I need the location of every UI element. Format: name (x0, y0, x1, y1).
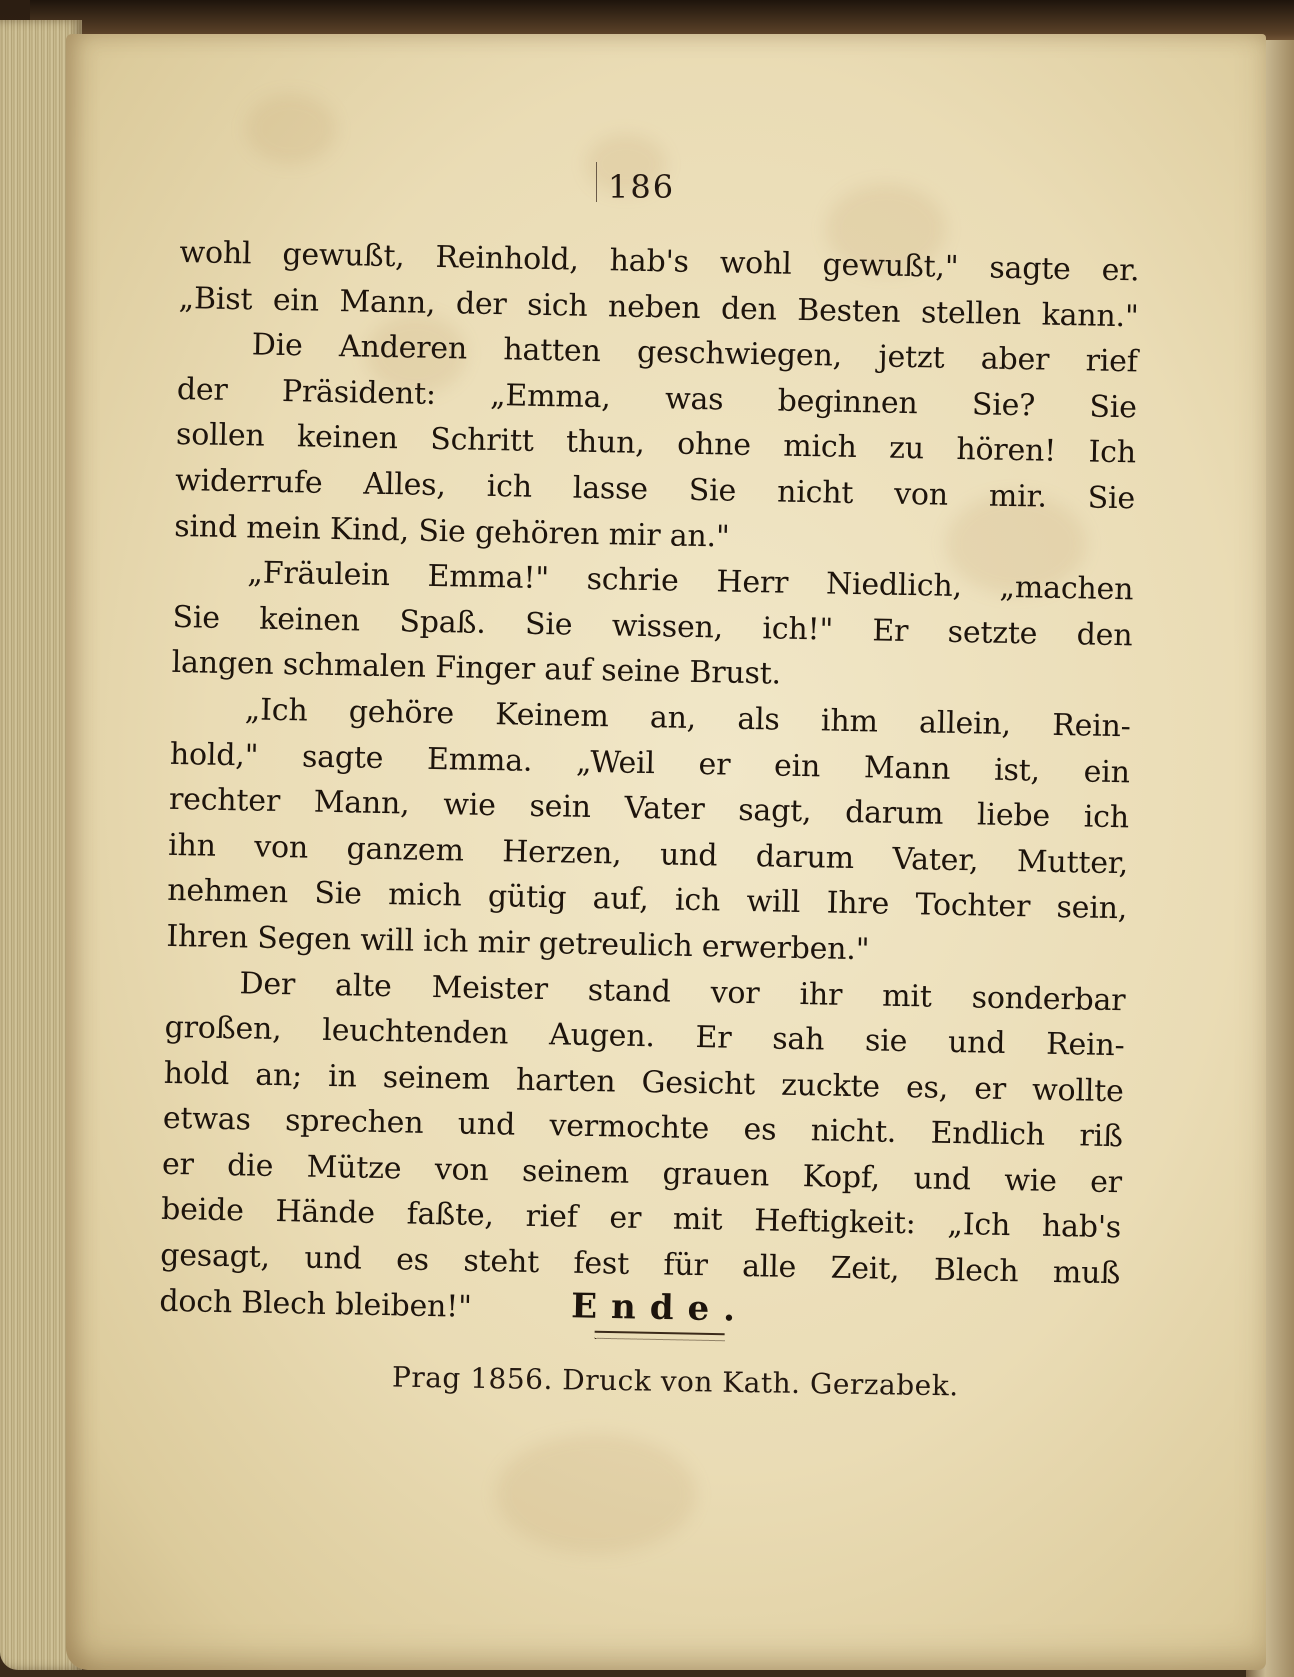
text-line: beide Hände faßte, rief er mit Heftigkeit: „Ich hab's (160, 1192, 1122, 1246)
text-line: Ihren Segen will ich mir getreulich erwerben." (166, 918, 870, 968)
text-line: etwas sprechen und vermochte es nicht. Endlich riß (162, 1101, 1124, 1155)
text-line: „Fräulein Emma!" schrie Herr Niedlich, „machen (247, 555, 1134, 608)
text-line: Sie keinen Spaß. Sie wissen, ich!" Er setzte den (172, 599, 1133, 654)
text-line: wohl gewußt, Reinhold, hab's wohl gewußt," sagte er. (179, 234, 1140, 289)
text-line: gesagt, und es steht fest für alle Zeit, Blech muß (159, 1237, 1121, 1292)
text-line: nehmen Sie mich gütig auf, ich will Ihre Tochter sein, (166, 873, 1128, 927)
page-margin-mark (596, 162, 597, 202)
text-line: großen, leuchtenden Augen. Er sah sie und Rein- (164, 1009, 1125, 1064)
text-line: langen schmalen Finger auf seine Brust. (171, 645, 782, 692)
text-line: sollen keinen Schritt thun, ohne mich zu hören! Ich (175, 417, 1137, 471)
text-line: Der alte Meister stand vor ihr mit sonderbar (239, 965, 1126, 1018)
text-line: widerrufe Alles, ich lasse Sie nicht von mir. Sie (174, 462, 1136, 517)
text-line: der Präsident: „Emma, was beginnen Sie? Sie (176, 371, 1138, 426)
body-text (159, 230, 1140, 1342)
page-number: 186 (608, 168, 676, 206)
text-line: sind mein Kind, Sie gehören mir an." (173, 508, 730, 555)
printer-imprint: Prag 1856. Druck von Kath. Gerzabek. (391, 1360, 959, 1403)
text-line: „Bist ein Mann, der sich neben den Besten stellen kann." (178, 280, 1139, 335)
text-line: Die Anderen hatten geschwiegen, jetzt aber rief (251, 327, 1138, 380)
text-line: hold an; in seinem harten Gesicht zuckte es, er wollte (163, 1055, 1124, 1109)
end-marker (560, 1286, 761, 1342)
text-line: hold," sagte Emma. „Weil er ein Mann ist, ein (169, 736, 1131, 790)
text-line: rechter Mann, wie sein Vater sagt, darum liebe ich (168, 782, 1130, 836)
text-line: ihn von ganzem Herzen, und darum Vater, Mutter, (167, 827, 1129, 882)
text-line: er die Mütze von seinem grauen Kopf, und wie er (161, 1146, 1123, 1201)
ende-heading: Ende. (570, 1286, 750, 1330)
text-line: „Ich gehöre Keinem an, als ihm allein, Rein- (244, 692, 1131, 745)
text-line: doch Blech bleiben!" (159, 1283, 472, 1325)
